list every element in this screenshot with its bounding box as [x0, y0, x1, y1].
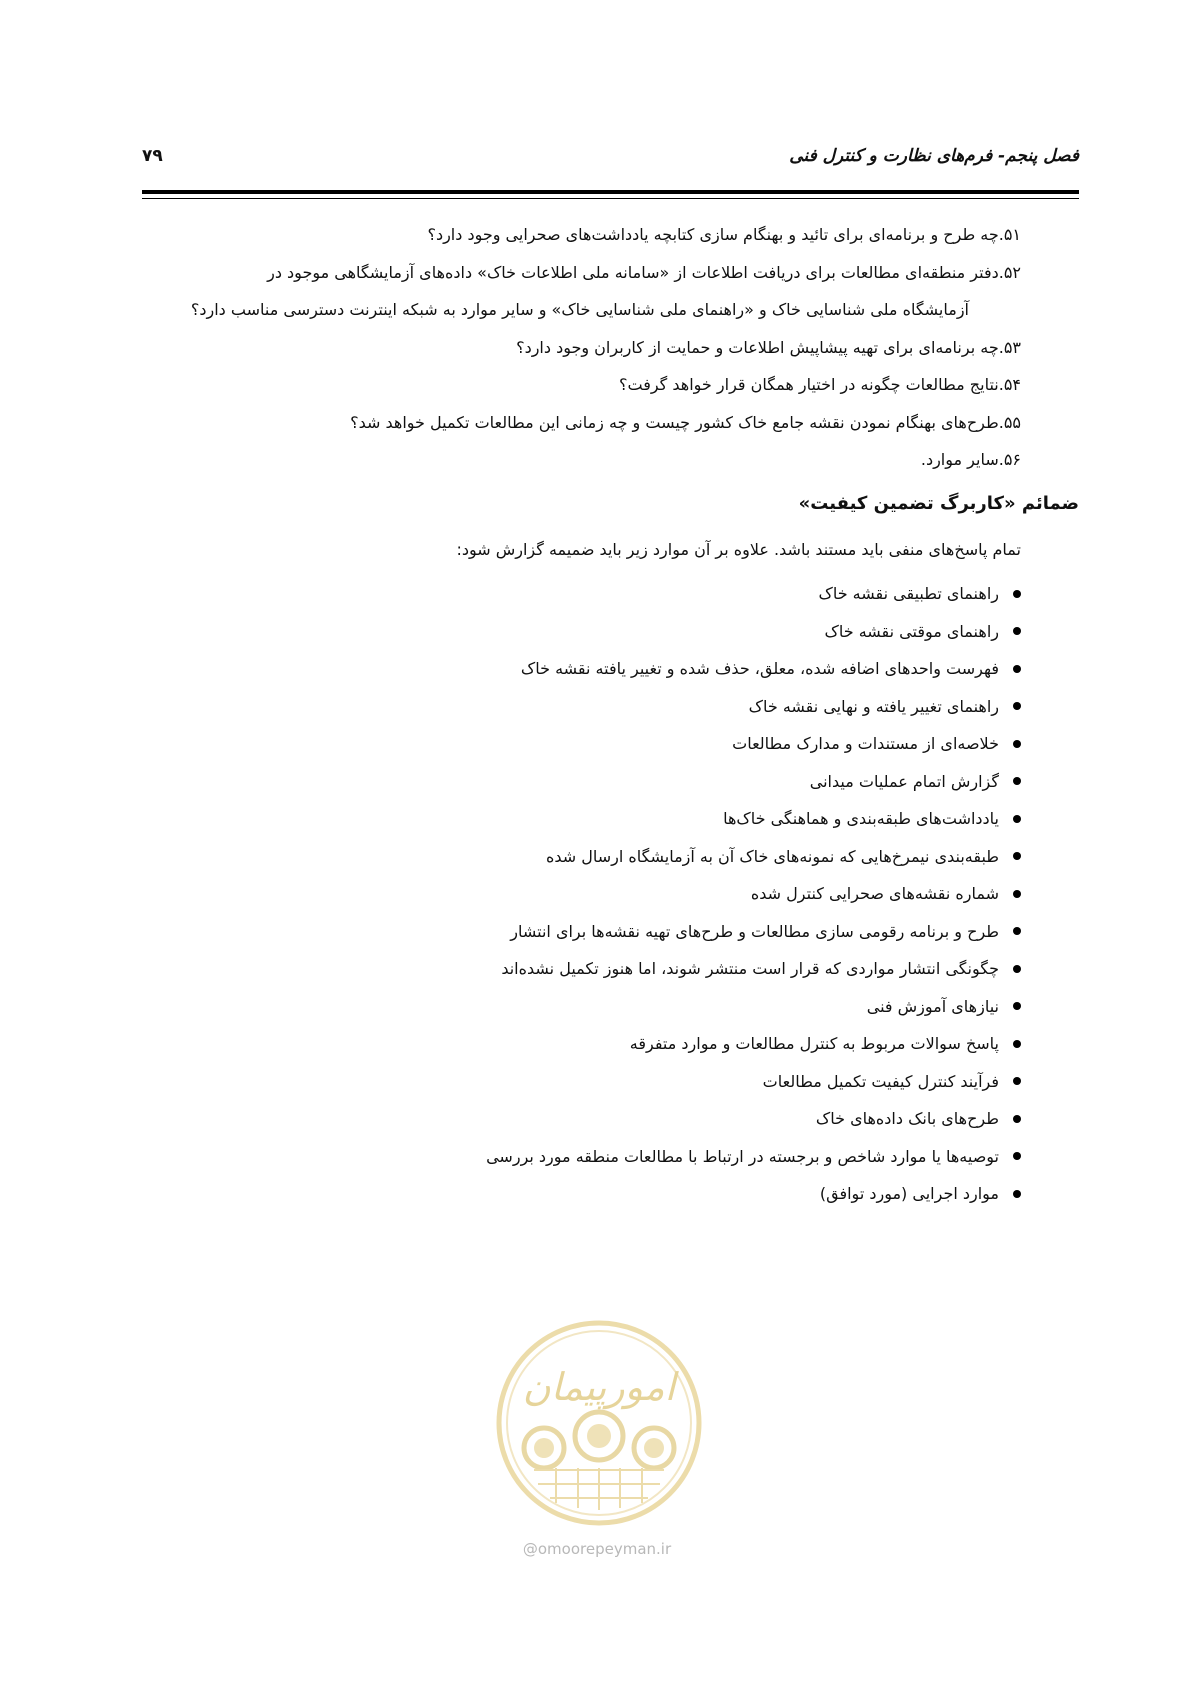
list-item-text: طرح و برنامه رقومی سازی مطالعات و طرح‌های تهیه نقشه‌ها برای انتشار	[510, 921, 999, 941]
bullet-icon	[1013, 890, 1021, 898]
watermark-url: @omoorepeyman.ir	[522, 1540, 672, 1558]
bullet-icon	[1013, 1190, 1021, 1198]
attachments-list	[321, 575, 1021, 1213]
section-intro: تمام پاسخ‌های منفی باید مستند باشد. علاوه بر آن موارد زیر باید ضمیمه گزارش شود:	[456, 540, 1021, 559]
bullet-icon	[1013, 590, 1021, 598]
bullet-icon	[1013, 1002, 1021, 1010]
question-item: ۵۱.چه طرح و برنامه‌ای برای تائید و بهنگام سازی کتابچه یادداشت‌های صحرایی وجود دارد؟	[427, 225, 1021, 244]
bullet-icon	[1013, 627, 1021, 635]
list-item	[321, 725, 1021, 763]
question-item: ۵۲.دفتر منطقه‌ای مطالعات برای دریافت اطلاعات از «سامانه ملی اطلاعات خاک» داده‌های آزمایشگاهی موجود در	[267, 262, 1021, 282]
page-number: ۷۹	[142, 146, 163, 166]
bullet-icon	[1013, 665, 1021, 673]
bullet-icon	[1013, 927, 1021, 935]
header-rule-thin	[142, 198, 1079, 199]
bullet-icon	[1013, 740, 1021, 748]
list-item-text: فهرست واحدهای اضافه شده، معلق، حذف شده و تغییر یافته نقشه خاک	[520, 659, 999, 678]
list-item	[321, 1063, 1021, 1101]
bullet-icon	[1013, 965, 1021, 973]
list-item	[321, 838, 1021, 876]
list-item	[321, 950, 1021, 988]
bullet-icon	[1013, 1040, 1021, 1048]
list-item	[321, 875, 1021, 913]
list-item	[321, 763, 1021, 801]
list-item	[321, 1100, 1021, 1138]
list-item-text: موارد اجرایی (مورد توافق)	[819, 1184, 999, 1203]
list-item	[321, 1025, 1021, 1063]
list-item-text: یادداشت‌های طبقه‌بندی و هماهنگی خاک‌ها	[723, 809, 999, 828]
list-item	[321, 575, 1021, 613]
list-item	[321, 1138, 1021, 1176]
list-item-text: چگونگی انتشار مواردی که قرار است منتشر شوند، اما هنوز تکمیل نشده‌اند	[501, 959, 999, 978]
list-item-text: خلاصه‌ای از مستندات و مدارک مطالعات	[732, 734, 999, 753]
list-item	[321, 988, 1021, 1026]
list-item-text: نیازهای آموزش فنی	[866, 996, 999, 1016]
list-item	[321, 688, 1021, 726]
bullet-icon	[1013, 777, 1021, 785]
question-item: ۵۶.سایر موارد.	[920, 450, 1021, 469]
question-item: ۵۴.نتایج مطالعات چگونه در اختیار همگان قرار خواهد گرفت؟	[619, 375, 1021, 394]
bullet-icon	[1013, 852, 1021, 860]
svg-text:امورپیمان: امورپیمان	[522, 1365, 676, 1409]
list-item-text: راهنمای موقتی نقشه خاک	[824, 621, 999, 641]
list-item-text: طبقه‌بندی نیمرخ‌هایی که نمونه‌های خاک آن به آزمایشگاه ارسال شده	[545, 846, 999, 866]
list-item-text: گزارش اتمام عملیات میدانی	[809, 771, 999, 791]
watermark-logo-icon	[494, 1318, 704, 1528]
list-item-text: راهنمای تغییر یافته و نهایی نقشه خاک	[748, 696, 999, 716]
bullet-icon	[1013, 1115, 1021, 1123]
list-item-text: راهنمای تطبیقی نقشه خاک	[818, 584, 999, 603]
bullet-icon	[1013, 1077, 1021, 1085]
question-item: ۵۳.چه برنامه‌ای برای تهیه پیشاپیش اطلاعات و حمایت از کاربران وجود دارد؟	[516, 337, 1021, 357]
list-item	[321, 800, 1021, 838]
chapter-title: فصل پنجم- فرم‌های نظارت و کنترل فنی	[789, 146, 1079, 166]
bullet-icon	[1013, 1152, 1021, 1160]
question-item-continuation: آزمایشگاه ملی شناسایی خاک و «راهنمای ملی شناسایی خاک» و سایر موارد به شبکه اینترنت دسترسی مناسب دارد؟	[190, 300, 969, 319]
list-item-text: طرح‌های بانک داده‌های خاک	[815, 1109, 999, 1128]
list-item	[321, 1175, 1021, 1213]
list-item-text: شماره نقشه‌های صحرایی کنترل شده	[750, 884, 999, 903]
bullet-icon	[1013, 702, 1021, 710]
list-item-text: پاسخ سوالات مربوط به کنترل مطالعات و موارد متفرقه	[629, 1034, 999, 1053]
section-heading: ضمائم «کاربرگ تضمین کیفیت»	[798, 493, 1079, 514]
list-item-text: توصیه‌ها یا موارد شاخص و برجسته در ارتباط با مطالعات منطقه مورد بررسی	[486, 1146, 999, 1166]
bullet-icon	[1013, 815, 1021, 823]
list-item	[321, 650, 1021, 688]
question-item: ۵۵.طرح‌های بهنگام نمودن نقشه جامع خاک کشور چیست و چه زمانی این مطالعات تکمیل خواهد شد؟	[350, 412, 1021, 432]
list-item	[321, 613, 1021, 651]
header-rule-thick	[142, 190, 1079, 194]
list-item	[321, 913, 1021, 951]
list-item-text: فرآیند کنترل کیفیت تکمیل مطالعات	[762, 1071, 999, 1091]
questions-list	[141, 216, 1021, 479]
